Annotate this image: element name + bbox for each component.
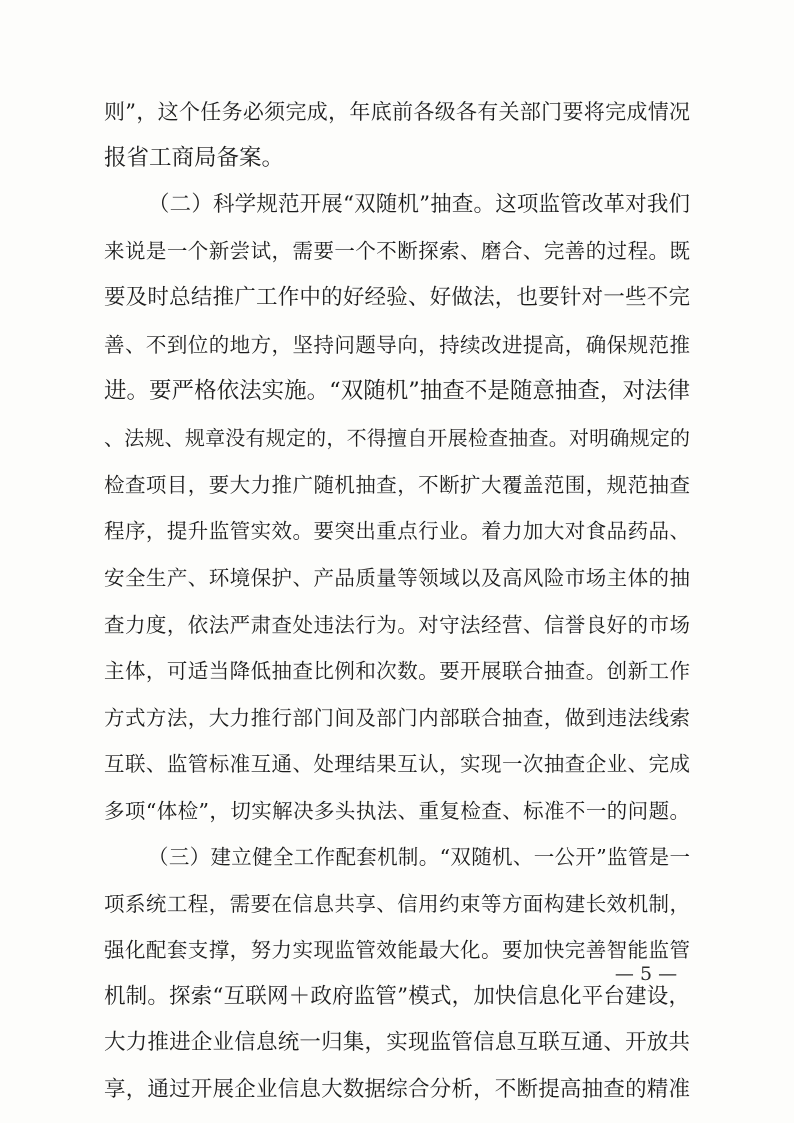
- paragraph-line-19: 强化配套支撑，努力实现监管效能最大化。要加快完善智能监管: [104, 938, 690, 962]
- page-number: — 5 —: [614, 963, 678, 985]
- paragraph-line-6: 善、不到位的地方，坚持问题导向，持续改进提高，确保规范推: [104, 333, 690, 357]
- paragraph-line-12: 查力度，依法严肃查处违法行为。对守法经营、信誉良好的市场: [104, 613, 690, 637]
- paragraph-line-21: 大力推进企业信息统一归集，实现监管信息互联互通、开放共: [104, 1030, 690, 1055]
- paragraph-line-11: 安全生产、环境保护、产品质量等领域以及高风险市场主体的抽: [104, 566, 690, 590]
- paragraph-line-20: 机制。探索“互联网＋政府监管”模式，加快信息化平台建设，: [104, 984, 690, 1009]
- paragraph-line-18: 项系统工程，需要在信息共享、信用约束等方面构建长效机制，: [104, 892, 690, 916]
- paragraph-line-17: （三）建立健全工作配套机制。“双随机、一公开”监管是一: [148, 845, 690, 869]
- paragraph-line-9: 检查项目，要大力推广随机抽查，不断扩大覆盖范围，规范抽查: [104, 473, 690, 497]
- paragraph-line-13: 主体，可适当降低抽查比例和次数。要开展联合抽查。创新工作: [104, 659, 690, 683]
- paragraph-line-5: 要及时总结推广工作中的好经验、好做法，也要针对一些不完: [104, 285, 690, 310]
- paragraph-line-3: （二）科学规范开展“双随机”抽查。这项监管改革对我们: [148, 192, 690, 217]
- paragraph-line-1: 则”，这个任务必须完成，年底前各级各有关部门要将完成情况: [104, 100, 690, 124]
- paragraph-line-15: 互联、监管标准互通、处理结果互认，实现一次抽查企业、完成: [104, 752, 690, 776]
- paragraph-line-2: 报省工商局备案。: [104, 145, 285, 171]
- paragraph-line-16: 多项“体检”，切实解决多头执法、重复检查、标准不一的问题。: [104, 799, 690, 823]
- paragraph-line-7: 进。要严格依法实施。“双随机”抽查不是随意抽查，对法律: [104, 378, 690, 404]
- paragraph-line-4: 来说是一个新尝试，需要一个不断探索、磨合、完善的过程。既: [104, 239, 690, 263]
- paragraph-line-14: 方式方法，大力推行部门间及部门内部联合抽查，做到违法线索: [104, 706, 690, 730]
- paragraph-line-8: 、法规、规章没有规定的，不得擅自开展检查抽查。对明确规定的: [104, 426, 690, 450]
- paragraph-line-10: 程序，提升监管实效。要突出重点行业。着力加大对食品药品、: [104, 519, 690, 543]
- paragraph-line-22: 享，通过开展企业信息大数据综合分析，不断提高抽查的精准: [104, 1077, 690, 1102]
